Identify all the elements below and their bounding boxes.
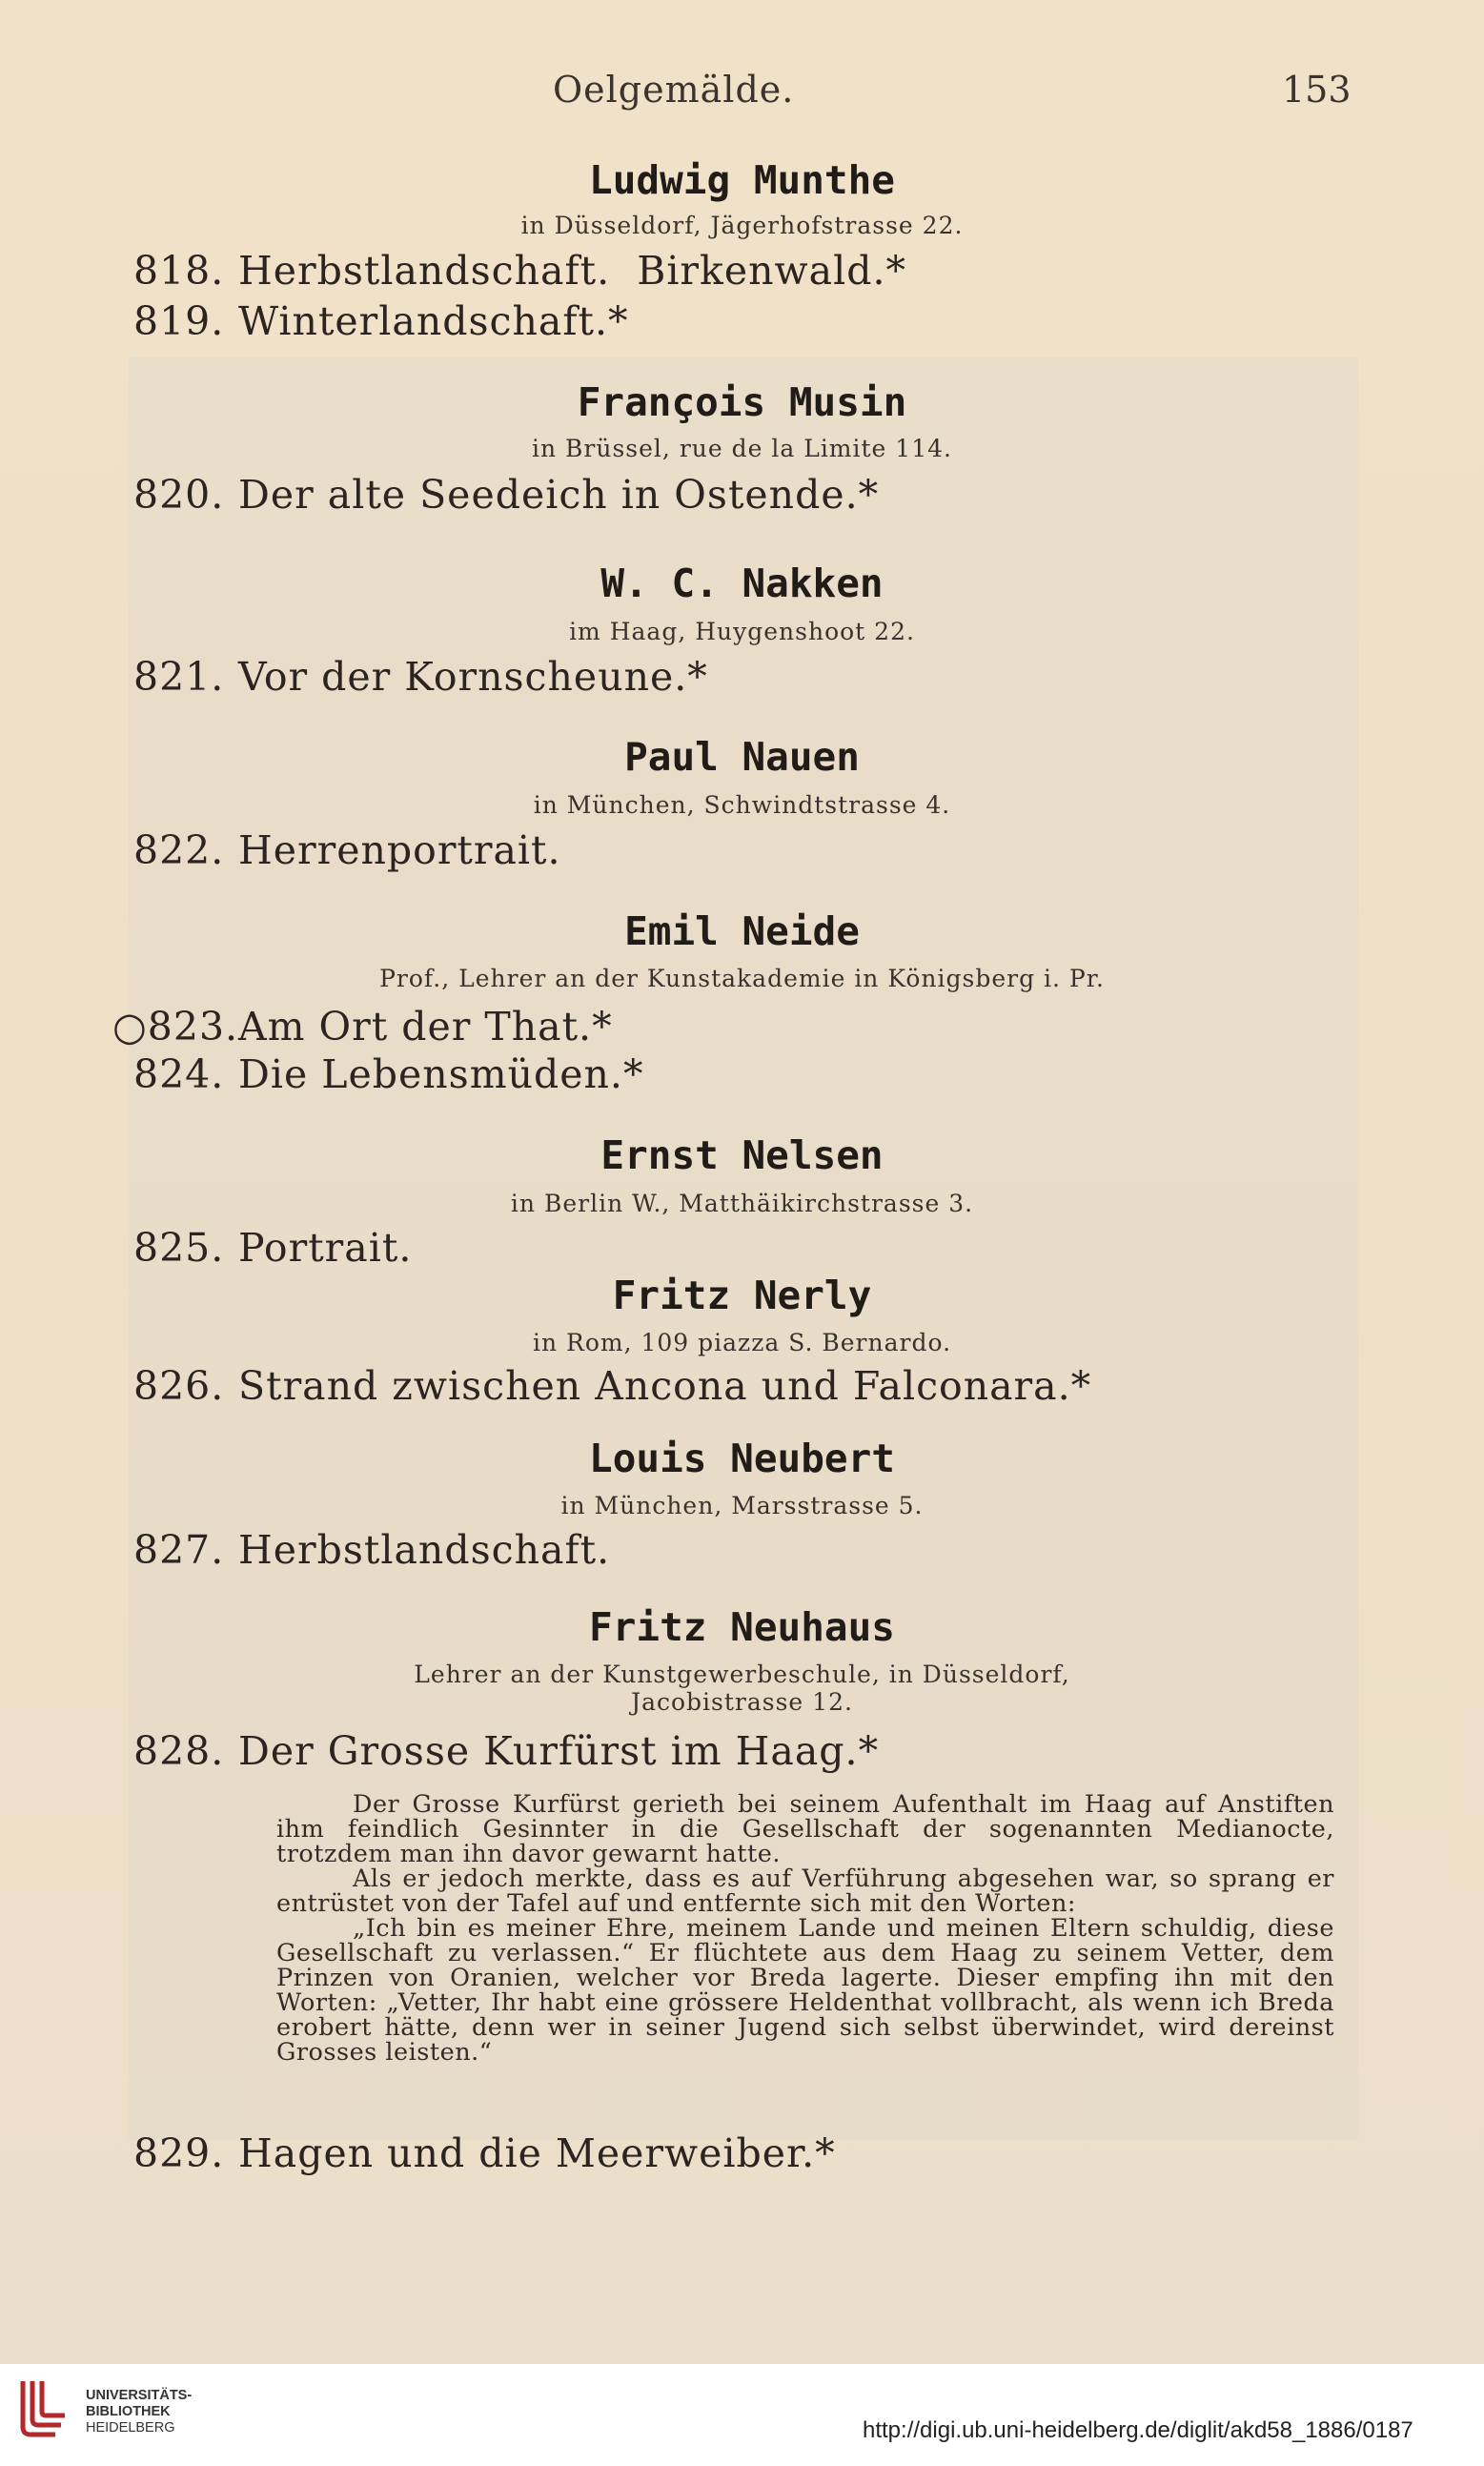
artist-name: François Musin	[577, 379, 907, 425]
catalog-entry	[133, 2130, 836, 2176]
artist-name: Paul Nauen	[624, 734, 860, 780]
artist-name: Fritz Nerly	[612, 1273, 872, 1318]
artist-name: Emil Neide	[624, 908, 860, 954]
entry-title: Herbstlandschaft. Birkenwald.*	[238, 248, 906, 294]
artist-name: Ernst Nelsen	[600, 1132, 884, 1178]
entry-number: ○823.	[112, 1004, 239, 1050]
catalog-entry	[133, 1051, 643, 1097]
artist-name: Ludwig Munthe	[589, 157, 895, 203]
running-head	[0, 69, 1484, 126]
logo-line: BIBLIOTHEK	[86, 2404, 171, 2419]
page-number: 153	[1282, 69, 1352, 111]
catalog-entry	[133, 472, 879, 518]
artist-address: Prof., Lehrer an der Kunstakademie in Königsberg i. Pr.	[379, 965, 1105, 992]
artist-address: in Düsseldorf, Jägerhofstrasse 22.	[520, 212, 964, 239]
artist-address: in Brüssel, rue de la Limite 114.	[532, 435, 952, 462]
artist-address: in Berlin W., Matthäikirchstrasse 3.	[510, 1190, 974, 1217]
artist-address: Lehrer an der Kunstgewerbeschule, in Düsseldorf,	[414, 1661, 1070, 1688]
library-logo-text	[86, 2388, 192, 2436]
artist-name: Louis Neubert	[589, 1436, 895, 1481]
logo-line: UNIVERSITÄTS-	[86, 2388, 193, 2403]
entry-number: 827.	[133, 1527, 225, 1573]
entry-number: 819.	[133, 298, 225, 344]
description-paragraph: „Ich bin es meiner Ehre, meinem Lande und meinen Eltern schuldig, diese Gesellschaft zu verlassen.“ Er flüchtete aus dem Haag zu seinem Vetter, dem Prinzen von Oranien, welcher vor Breda lagerte. Dieser empfing ihn mit den Worten: „Vetter, Ihr habt eine grössere Heldenthat vollbracht, als wenn ich Breda erobert hätte, denn wer in seiner Jugend sich selbst überwindet, wird dereinst Grosses leisten.“	[276, 1914, 1334, 2067]
catalog-entry	[133, 248, 906, 294]
description-paragraph: Der Grosse Kurfürst gerieth bei seinem Aufenthalt im Haag auf Anstiften ihm feindlich Gesinnter in die Gesellschaft der sogenannten Medianocte, trotzdem man ihn davor gewarnt hatte.	[276, 1790, 1334, 1868]
artist-address: in München, Marsstrasse 5.	[560, 1492, 924, 1519]
entry-description	[276, 1792, 1334, 2065]
entry-number: 825.	[133, 1225, 225, 1271]
catalog-entry	[133, 1363, 1091, 1409]
catalog-entry	[133, 298, 629, 344]
catalog-entry	[133, 1225, 412, 1271]
entry-title: Winterlandschaft.*	[238, 298, 629, 344]
catalog-entry	[112, 1004, 613, 1050]
entry-title: Die Lebensmüden.*	[238, 1051, 644, 1097]
description-paragraph: Als er jedoch merkte, dass es auf Verführung abgesehen war, so sprang er entrüstet von der Tafel auf und entfernte sich mit den Worten:	[276, 1865, 1334, 1918]
artist-name: W. C. Nakken	[600, 560, 884, 606]
catalog-entry	[133, 827, 561, 873]
entry-number: 820.	[133, 472, 225, 518]
entry-title: Am Ort der That.*	[238, 1004, 613, 1050]
library-logo-icon	[17, 2379, 69, 2438]
entry-title: Der Grosse Kurfürst im Haag.*	[238, 1728, 880, 1774]
entry-title: Vor der Kornscheune.*	[238, 654, 708, 700]
permalink-url[interactable]: http://digi.ub.uni-heidelberg.de/diglit/akd58_1886/0187	[863, 2417, 1413, 2443]
entry-number: 829.	[133, 2130, 225, 2176]
artist-name: Fritz Neuhaus	[589, 1604, 895, 1650]
entry-number: 822.	[133, 827, 225, 873]
entry-number: 826.	[133, 1363, 225, 1409]
entry-title: Portrait.	[238, 1225, 413, 1271]
entry-title: Hagen und die Meerweiber.*	[238, 2130, 836, 2176]
logo-line: HEIDELBERG	[86, 2420, 175, 2435]
digitization-footer	[0, 2364, 1484, 2466]
running-head-title: Oelgemälde.	[553, 69, 795, 111]
artist-address-line2: Jacobistrasse 12.	[631, 1688, 853, 1716]
catalog-entry	[133, 654, 708, 700]
catalog-entry	[133, 1527, 610, 1573]
artist-address: in Rom, 109 piazza S. Bernardo.	[532, 1329, 952, 1356]
entry-number: 821.	[133, 654, 225, 700]
entry-title: Strand zwischen Ancona und Falconara.*	[238, 1363, 1092, 1409]
entry-number: 824.	[133, 1051, 225, 1097]
artist-address: in München, Schwindtstrasse 4.	[533, 791, 951, 819]
entry-title: Herrenportrait.	[238, 827, 561, 873]
catalog-entry	[133, 1728, 879, 1774]
artist-address: im Haag, Huygenshoot 22.	[569, 618, 915, 645]
entry-title: Der alte Seedeich in Ostende.*	[238, 472, 880, 518]
entry-title: Herbstlandschaft.	[238, 1527, 611, 1573]
entry-number: 818.	[133, 248, 225, 294]
entry-number: 828.	[133, 1728, 225, 1774]
